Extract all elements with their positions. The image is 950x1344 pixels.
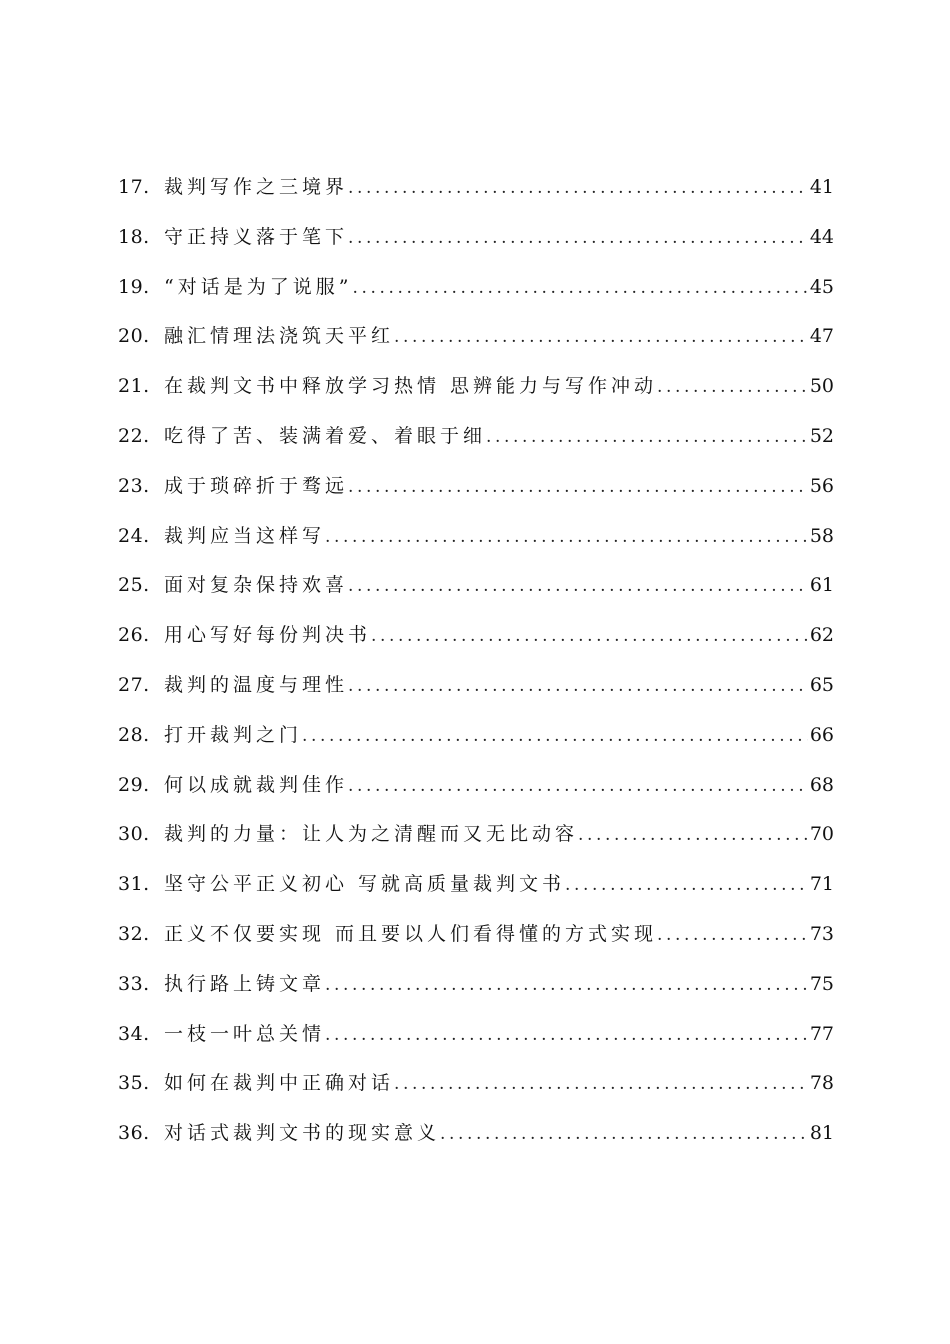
toc-leader-dots [657, 363, 808, 412]
toc-entry-number: 22. [118, 424, 150, 447]
toc-entry[interactable] [118, 163, 834, 213]
toc-entry-title: 面对复杂保持欢喜 [164, 574, 349, 597]
toc-entry-page: 50 [809, 375, 834, 398]
toc-entry-title: 正义不仅要实现 而且要以人们看得懂的方式实现 [164, 922, 658, 945]
toc-entry-title: 融汇情理法浇筑天平红 [164, 325, 395, 348]
toc-leader-dots [348, 662, 808, 711]
toc-entry-title: 在裁判文书中释放学习热情 思辨能力与写作冲动 [164, 375, 658, 398]
toc-entry[interactable] [118, 412, 834, 462]
toc-entry-page: 56 [809, 474, 834, 497]
toc-entry-page: 45 [809, 275, 834, 298]
toc-leader-dots [394, 1060, 808, 1109]
toc-entry[interactable] [118, 462, 834, 512]
toc-entry-number: 27. [118, 673, 150, 696]
toc-leader-dots [348, 562, 808, 611]
toc-entry-title: 守正持义落于笔下 [164, 225, 349, 248]
toc-entry[interactable] [118, 561, 834, 611]
toc-entry-number: 25. [118, 574, 150, 597]
toc-entry-title: 用心写好每份判决书 [164, 624, 372, 647]
toc-entry[interactable] [118, 213, 834, 263]
toc-entry-page: 66 [809, 723, 834, 746]
toc-entry-number: 31. [118, 873, 150, 896]
toc-leader-dots [486, 413, 808, 462]
toc-entry-title: 一枝一叶总关情 [164, 1022, 326, 1045]
toc-entry-title: 裁判写作之三境界 [164, 176, 349, 198]
toc-entry-number: 21. [118, 375, 150, 398]
toc-entry[interactable] [118, 810, 834, 860]
toc-entry-title: 对话式裁判文书的现实意义 [164, 1122, 441, 1145]
toc-entry-number: 26. [118, 624, 150, 647]
toc-entry-page: 41 [809, 176, 834, 198]
toc-entry-title: 如何在裁判中正确对话 [164, 1072, 395, 1095]
toc-entry[interactable] [118, 512, 834, 562]
toc-entry-page: 68 [809, 773, 834, 796]
toc-entry-number: 20. [118, 325, 150, 348]
toc-entry-number: 29. [118, 773, 150, 796]
toc-entry-title: 打开裁判之门 [164, 723, 303, 746]
toc-entry-title: 坚守公平正义初心 写就高质量裁判文书 [164, 873, 566, 896]
table-of-contents [118, 163, 834, 1159]
toc-entry-page: 58 [809, 524, 834, 547]
toc-leader-dots [440, 1110, 808, 1159]
toc-entry-number: 24. [118, 524, 150, 547]
toc-entry-page: 78 [809, 1072, 834, 1095]
toc-entry[interactable] [118, 860, 834, 910]
toc-entry-number: 33. [118, 972, 150, 995]
toc-entry-number: 34. [118, 1022, 150, 1045]
toc-entry[interactable] [118, 312, 834, 362]
toc-entry-title: 吃得了苦、装满着爱、着眼于细 [164, 424, 487, 447]
toc-entry-number: 28. [118, 723, 150, 746]
toc-entry[interactable] [118, 960, 834, 1010]
toc-leader-dots [352, 264, 807, 313]
toc-entry-title: 成于琐碎折于骛远 [164, 474, 349, 497]
toc-leader-dots [657, 911, 808, 960]
toc-entry-page: 75 [809, 972, 834, 995]
toc-entry-number: 18. [118, 225, 150, 248]
toc-leader-dots [394, 313, 808, 362]
toc-entry[interactable] [118, 661, 834, 711]
toc-leader-dots [565, 861, 808, 910]
toc-entry[interactable] [118, 761, 834, 811]
toc-entry[interactable] [118, 611, 834, 661]
toc-entry[interactable] [118, 910, 834, 960]
toc-entry[interactable] [118, 1059, 834, 1109]
toc-entry[interactable] [118, 1109, 834, 1159]
toc-entry-number: 17. [118, 176, 150, 198]
toc-leader-dots [578, 811, 808, 860]
toc-entry-page: 62 [809, 624, 834, 647]
toc-leader-dots [325, 1011, 808, 1060]
toc-entry-page: 81 [809, 1122, 834, 1145]
toc-entry-page: 65 [809, 673, 834, 696]
toc-leader-dots [325, 513, 808, 562]
toc-leader-dots [348, 164, 808, 213]
toc-entry-title: “对话是为了说服” [164, 275, 353, 298]
toc-entry-page: 73 [809, 922, 834, 945]
toc-entry-page: 71 [809, 873, 834, 896]
toc-leader-dots [325, 961, 808, 1010]
toc-entry-page: 61 [809, 574, 834, 597]
toc-entry-page: 77 [809, 1022, 834, 1045]
toc-leader-dots [371, 612, 808, 661]
toc-leader-dots [302, 712, 808, 761]
toc-entry-page: 52 [809, 424, 834, 447]
toc-entry[interactable] [118, 711, 834, 761]
toc-leader-dots [348, 463, 808, 512]
toc-entry-page: 44 [809, 225, 834, 248]
toc-entry-page: 70 [809, 823, 834, 846]
toc-entry[interactable] [118, 1010, 834, 1060]
toc-entry-page: 47 [809, 325, 834, 348]
toc-entry-number: 35. [118, 1072, 150, 1095]
toc-entry-title: 何以成就裁判佳作 [164, 773, 349, 796]
toc-leader-dots [348, 214, 808, 263]
toc-entry-number: 30. [118, 823, 150, 846]
toc-entry-title: 裁判的力量：让人为之清醒而又无比动容 [164, 823, 579, 846]
toc-entry-number: 32. [118, 922, 150, 945]
toc-entry-number: 19. [118, 275, 150, 298]
toc-entry-title: 裁判应当这样写 [164, 524, 326, 547]
toc-entry[interactable] [118, 362, 834, 412]
toc-entry-number: 36. [118, 1122, 150, 1145]
toc-entry[interactable] [118, 263, 834, 313]
toc-leader-dots [348, 762, 808, 811]
toc-entry-number: 23. [118, 474, 150, 497]
toc-entry-title: 执行路上铸文章 [164, 972, 326, 995]
toc-entry-title: 裁判的温度与理性 [164, 673, 349, 696]
